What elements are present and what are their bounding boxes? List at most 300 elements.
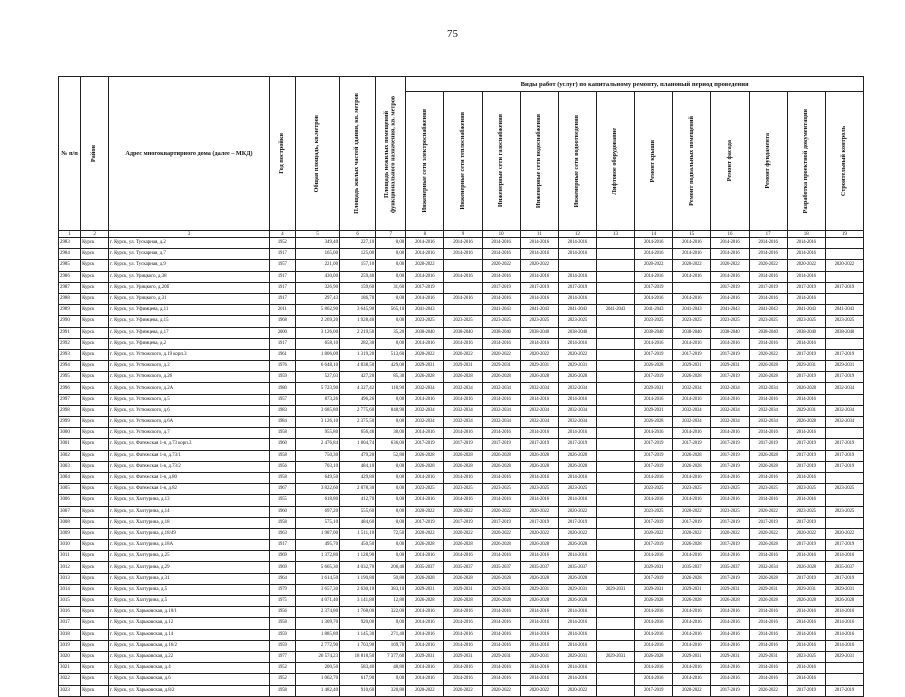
row-number: 3008	[59, 517, 81, 528]
row-work-period: 2014-2016	[673, 428, 711, 439]
row-work-period: 2017-2019	[787, 439, 825, 450]
row-year: 1963	[269, 528, 295, 539]
row-work-period: 2017-2019	[635, 439, 673, 450]
row-work-period: 2023-2025	[558, 316, 596, 327]
row-year: 1956	[269, 607, 295, 618]
row-work-period: 2020-2022	[444, 528, 482, 539]
row-work-period	[596, 629, 634, 640]
table-row	[59, 506, 864, 517]
row-district: Курск	[81, 349, 109, 360]
row-year: 1983	[269, 405, 295, 416]
row-year: 1958	[269, 517, 295, 528]
row-work-period	[596, 618, 634, 629]
row-work-period: 2020-2022	[520, 349, 558, 360]
row-year: 1959	[269, 629, 295, 640]
row-work-period: 2017-2019	[825, 685, 863, 696]
row-year: 1917	[269, 293, 295, 304]
row-work-period: 2014-2016	[520, 428, 558, 439]
row-total-area: 618,80	[295, 495, 339, 506]
row-work-period	[596, 517, 634, 528]
row-living-area: 617,90	[340, 674, 376, 685]
row-work-period: 2026-2028	[482, 596, 520, 607]
row-nonres-area: 0,00	[376, 551, 406, 562]
row-work-period: 2023-2025	[787, 651, 825, 662]
row-work-period: 2014-2016	[520, 271, 558, 282]
row-living-area: 1 768,00	[340, 607, 376, 618]
row-nonres-area: 38,00	[376, 428, 406, 439]
row-work-period: 2014-2016	[749, 338, 787, 349]
row-work-period: 2041-2043	[520, 305, 558, 316]
row-work-period: 2017-2019	[711, 517, 749, 528]
row-work-period: 2026-2028	[787, 596, 825, 607]
row-address: г. Курск, ул. Устюжского, д.19 корп.3	[109, 349, 270, 360]
row-district: Курск	[81, 450, 109, 461]
row-year: 1958	[269, 472, 295, 483]
row-work-period: 2017-2019	[825, 573, 863, 584]
row-work-period: 2029-2031	[596, 651, 634, 662]
row-living-area: 1 703,90	[340, 640, 376, 651]
row-number: 3023	[59, 685, 81, 696]
column-number: 18	[787, 231, 825, 238]
row-work-period: 2032-2034	[482, 417, 520, 428]
row-work-period: 2020-2022	[406, 685, 444, 696]
row-address: г. Курск, ул. Фатежская 1-я, д.73 корп.3	[109, 439, 270, 450]
row-work-period: 2014-2016	[444, 271, 482, 282]
row-district: Курск	[81, 338, 109, 349]
row-work-period: 2014-2016	[444, 551, 482, 562]
row-address: г. Курск, ул. Тускарная, д.7	[109, 249, 270, 260]
row-work-period: 2014-2016	[406, 674, 444, 685]
row-number: 3020	[59, 651, 81, 662]
row-work-period	[596, 417, 634, 428]
row-work-period	[825, 674, 863, 685]
row-work-period: 2023-2025	[787, 316, 825, 327]
row-living-area: 2 219,50	[340, 327, 376, 338]
row-work-period: 2014-2016	[635, 428, 673, 439]
row-address: г. Курск, ул. Халтурина, д.31	[109, 573, 270, 584]
row-district: Курск	[81, 461, 109, 472]
row-work-period: 2026-2028	[482, 573, 520, 584]
row-work-period: 2026-2028	[406, 461, 444, 472]
row-year: 1917	[269, 282, 295, 293]
row-work-period: 2026-2028	[520, 461, 558, 472]
row-work-period: 2026-2028	[673, 596, 711, 607]
row-district: Курск	[81, 651, 109, 662]
table-row	[59, 394, 864, 405]
row-number: 3005	[59, 484, 81, 495]
row-work-period	[596, 249, 634, 260]
row-living-area: 4 032,70	[340, 562, 376, 573]
row-address: г. Курск, ул. Уфимцева, д.11	[109, 305, 270, 316]
row-total-area: 658,10	[295, 338, 339, 349]
row-total-area: 4 071,40	[295, 596, 339, 607]
row-work-period: 2014-2016	[482, 674, 520, 685]
row-work-period: 2032-2034	[406, 383, 444, 394]
row-total-area: 297,43	[295, 293, 339, 304]
row-total-area: 3 657,30	[295, 584, 339, 595]
row-year: 2011	[269, 305, 295, 316]
row-work-period: 2029-2031	[635, 405, 673, 416]
row-living-area: 1 190,80	[340, 573, 376, 584]
row-work-period: 2023-2025	[711, 506, 749, 517]
row-year: 1917	[269, 249, 295, 260]
row-address: г. Курск, ул. Уфимцева, д.17	[109, 327, 270, 338]
row-work-period: 2029-2031	[825, 584, 863, 595]
row-work-period: 2014-2016	[635, 640, 673, 651]
row-nonres-area: 429,00	[376, 361, 406, 372]
column-number: 14	[635, 231, 673, 238]
row-work-period: 2014-2016	[482, 338, 520, 349]
row-nonres-area: 0,00	[376, 674, 406, 685]
row-work-period: 2023-2025	[635, 316, 673, 327]
column-number: 10	[482, 231, 520, 238]
table-row	[59, 685, 864, 696]
row-work-period: 2038-2040	[749, 327, 787, 338]
row-work-period: 2014-2016	[558, 249, 596, 260]
row-work-period	[444, 282, 482, 293]
row-work-period: 2017-2019	[787, 450, 825, 461]
row-living-area: 479,20	[340, 450, 376, 461]
row-work-period: 2023-2025	[520, 316, 558, 327]
row-nonres-area: 0,00	[376, 506, 406, 517]
row-address: г. Курск, ул. Устюжского, д.2	[109, 361, 270, 372]
row-living-area: 429,80	[340, 472, 376, 483]
row-work-period: 2017-2019	[749, 517, 787, 528]
row-living-area: 227,10	[340, 238, 376, 249]
row-nonres-area: 48,80	[376, 663, 406, 674]
row-work-period: 2023-2025	[825, 316, 863, 327]
row-work-period: 2026-2028	[406, 450, 444, 461]
row-total-area: 3 126,10	[295, 417, 339, 428]
row-address: г. Курск, ул. Харьковская, д.16/2	[109, 640, 270, 651]
row-living-area: 1 804,74	[340, 439, 376, 450]
row-work-period: 2014-2016	[558, 271, 596, 282]
row-work-period: 2014-2016	[635, 249, 673, 260]
row-work-period	[596, 271, 634, 282]
row-year: 1958	[269, 618, 295, 629]
row-work-period: 2017-2019	[787, 540, 825, 551]
row-work-period: 2014-2016	[673, 238, 711, 249]
row-work-period: 2032-2034	[444, 417, 482, 428]
table-row	[59, 282, 864, 293]
row-work-period: 2026-2028	[787, 562, 825, 573]
row-living-area: 186,70	[340, 293, 376, 304]
row-work-period: 2017-2019	[749, 439, 787, 450]
row-work-period: 2029-2031	[825, 361, 863, 372]
row-address: г. Курск, ул. Харьковская, д.14	[109, 629, 270, 640]
row-district: Курск	[81, 428, 109, 439]
row-address: г. Курск, ул. Тускарная, д.9	[109, 260, 270, 271]
row-work-period: 2014-2016	[711, 394, 749, 405]
row-work-period: 2029-2031	[825, 651, 863, 662]
row-work-period: 2026-2028	[444, 573, 482, 584]
row-work-period	[673, 282, 711, 293]
row-work-period: 2026-2028	[520, 540, 558, 551]
table-row	[59, 428, 864, 439]
row-work-period: 2032-2034	[406, 405, 444, 416]
row-work-period: 2014-2016	[482, 629, 520, 640]
row-address: г. Курск, ул. Фатежская 1-я, д.73/1	[109, 450, 270, 461]
row-work-period: 2038-2040	[406, 327, 444, 338]
row-work-period: 2014-2016	[787, 428, 825, 439]
row-work-period: 2017-2019	[558, 282, 596, 293]
row-total-area: 649,50	[295, 472, 339, 483]
table-row	[59, 528, 864, 539]
row-work-period: 2020-2022	[558, 685, 596, 696]
row-work-period: 2020-2022	[825, 260, 863, 271]
row-work-period: 2032-2034	[673, 383, 711, 394]
row-work-period: 2014-2016	[787, 293, 825, 304]
row-work-period: 2020-2022	[787, 528, 825, 539]
row-work-period: 2014-2016	[406, 607, 444, 618]
row-work-period: 2014-2016	[635, 674, 673, 685]
row-work-period: 2014-2016	[673, 607, 711, 618]
row-year: 1968	[269, 316, 295, 327]
row-work-period: 2014-2016	[673, 472, 711, 483]
row-work-period: 2014-2016	[482, 238, 520, 249]
row-work-period: 2026-2028	[558, 372, 596, 383]
row-work-period: 2020-2022	[444, 349, 482, 360]
row-work-period: 2014-2016	[444, 663, 482, 674]
row-work-period: 2020-2022	[749, 349, 787, 360]
column-number: 13	[596, 231, 634, 238]
column-number: 2	[81, 231, 109, 238]
row-district: Курск	[81, 573, 109, 584]
row-work-period: 2014-2016	[520, 394, 558, 405]
row-work-period	[596, 450, 634, 461]
row-work-period: 2014-2016	[520, 618, 558, 629]
row-work-period: 2029-2031	[444, 651, 482, 662]
row-work-period: 2035-2037	[482, 562, 520, 573]
row-total-area: 2 772,90	[295, 640, 339, 651]
row-work-period: 2014-2016	[558, 663, 596, 674]
row-work-period	[825, 394, 863, 405]
row-work-period	[596, 528, 634, 539]
row-number: 3022	[59, 674, 81, 685]
row-work-period: 2029-2031	[558, 361, 596, 372]
header-work-8: Ремонт подвальных помещений	[673, 92, 711, 231]
row-work-period: 2014-2016	[787, 238, 825, 249]
row-work-period: 2014-2016	[520, 663, 558, 674]
row-work-period: 2020-2022	[482, 685, 520, 696]
column-number: 7	[376, 231, 406, 238]
table-row	[59, 238, 864, 249]
row-work-period: 2029-2031	[558, 584, 596, 595]
row-work-period: 2029-2031	[520, 651, 558, 662]
row-work-period: 2014-2016	[406, 663, 444, 674]
table-row	[59, 305, 864, 316]
table-row	[59, 551, 864, 562]
row-work-period: 2014-2016	[825, 618, 863, 629]
row-work-period: 2038-2040	[711, 327, 749, 338]
row-work-period: 2014-2016	[406, 271, 444, 282]
row-work-period: 2035-2037	[520, 562, 558, 573]
row-work-period: 2020-2022	[558, 349, 596, 360]
row-work-period	[444, 260, 482, 271]
row-work-period	[596, 472, 634, 483]
row-address: г. Курск, ул. Устюжского, д.6А	[109, 417, 270, 428]
row-work-period: 2017-2019	[406, 439, 444, 450]
row-work-period: 2014-2016	[787, 394, 825, 405]
row-district: Курск	[81, 293, 109, 304]
row-work-period: 2014-2016	[749, 271, 787, 282]
row-work-period: 2029-2031	[482, 651, 520, 662]
row-nonres-area: 118,90	[376, 383, 406, 394]
row-number: 3016	[59, 607, 81, 618]
row-work-period: 2014-2016	[673, 338, 711, 349]
row-work-period: 2029-2031	[673, 361, 711, 372]
row-district: Курск	[81, 562, 109, 573]
row-work-period: 2014-2016	[673, 640, 711, 651]
header-work-6: Лифтовое оборудование	[596, 92, 634, 231]
row-work-period: 2026-2028	[749, 450, 787, 461]
row-work-period: 2014-2016	[711, 338, 749, 349]
row-total-area: 349,40	[295, 238, 339, 249]
row-work-period: 2014-2016	[482, 472, 520, 483]
row-work-period: 2020-2022	[635, 528, 673, 539]
table-row	[59, 271, 864, 282]
row-work-period: 2032-2034	[558, 405, 596, 416]
row-work-period	[596, 361, 634, 372]
row-district: Курск	[81, 383, 109, 394]
row-nonres-area: 322,00	[376, 607, 406, 618]
table-row	[59, 293, 864, 304]
row-work-period: 2023-2025	[558, 484, 596, 495]
row-work-period: 2032-2034	[711, 383, 749, 394]
column-number: 6	[340, 231, 376, 238]
row-year: 1979	[269, 584, 295, 595]
row-district: Курск	[81, 674, 109, 685]
row-work-period	[596, 495, 634, 506]
row-work-period: 2014-2016	[520, 674, 558, 685]
row-work-period: 2014-2016	[711, 629, 749, 640]
row-work-period: 2014-2016	[406, 551, 444, 562]
row-work-period: 2041-2043	[749, 305, 787, 316]
row-work-period: 2014-2016	[558, 640, 596, 651]
row-total-area: 6 648,10	[295, 361, 339, 372]
row-district: Курск	[81, 495, 109, 506]
row-work-period: 2017-2019	[825, 450, 863, 461]
row-work-period: 2014-2016	[673, 663, 711, 674]
row-total-area: 697,20	[295, 506, 339, 517]
row-living-area: 1 511,10	[340, 528, 376, 539]
row-work-period: 2014-2016	[520, 472, 558, 483]
row-work-period: 2026-2028	[406, 596, 444, 607]
row-work-period: 2032-2034	[749, 383, 787, 394]
table-row	[59, 607, 864, 618]
row-work-period: 2014-2016	[520, 338, 558, 349]
row-work-period: 2029-2031	[444, 361, 482, 372]
row-work-period	[596, 562, 634, 573]
row-address: г. Курск, ул. Харьковская, д.4	[109, 663, 270, 674]
row-year: 1959	[269, 640, 295, 651]
row-number: 3006	[59, 495, 81, 506]
row-address: г. Курск, ул. Халтурина, д.29	[109, 562, 270, 573]
row-work-period: 2014-2016	[482, 293, 520, 304]
row-nonres-area: 0,00	[376, 417, 406, 428]
column-number: 17	[749, 231, 787, 238]
row-work-period: 2014-2016	[787, 674, 825, 685]
row-work-period: 2026-2028	[482, 461, 520, 472]
row-work-period	[558, 260, 596, 271]
row-work-period: 2029-2031	[711, 584, 749, 595]
row-work-period	[596, 573, 634, 584]
row-work-period: 2014-2016	[444, 607, 482, 618]
row-work-period: 2014-2016	[635, 472, 673, 483]
row-work-period: 2020-2022	[482, 349, 520, 360]
row-nonres-area: 0,00	[376, 293, 406, 304]
row-living-area: 3 645,90	[340, 305, 376, 316]
row-number: 3021	[59, 663, 81, 674]
row-address: г. Курск, ул. Халтурина, д.18А	[109, 540, 270, 551]
row-total-area: 1 062,70	[295, 674, 339, 685]
row-work-period: 2029-2031	[596, 584, 634, 595]
column-number: 15	[673, 231, 711, 238]
row-number: 2999	[59, 417, 81, 428]
row-number: 2984	[59, 249, 81, 260]
row-work-period: 2014-2016	[635, 495, 673, 506]
row-work-period: 2014-2016	[482, 607, 520, 618]
row-year: 1955	[269, 495, 295, 506]
row-total-area: 527,03	[295, 372, 339, 383]
row-nonres-area: 0,00	[376, 495, 406, 506]
row-living-area: 427,20	[340, 372, 376, 383]
row-work-period: 2041-2043	[787, 305, 825, 316]
row-work-period: 2029-2031	[787, 361, 825, 372]
row-nonres-area: 85,30	[376, 372, 406, 383]
row-work-period: 2017-2019	[711, 573, 749, 584]
row-work-period	[596, 484, 634, 495]
row-number: 3012	[59, 562, 81, 573]
row-total-area: 1 806,00	[295, 349, 339, 360]
row-work-period: 2014-2016	[749, 293, 787, 304]
row-total-area: 326,90	[295, 282, 339, 293]
row-work-period	[596, 383, 634, 394]
row-work-period: 2014-2016	[558, 238, 596, 249]
row-work-period: 2026-2028	[558, 540, 596, 551]
row-work-period: 2014-2016	[787, 618, 825, 629]
row-address: г. Курск, ул. Харьковская, д.22	[109, 651, 270, 662]
row-work-period: 2020-2022	[711, 260, 749, 271]
row-work-period: 2032-2034	[520, 383, 558, 394]
row-work-period: 2020-2022	[444, 506, 482, 517]
row-work-period: 2017-2019	[482, 282, 520, 293]
row-nonres-area: 7 377,60	[376, 651, 406, 662]
row-work-period: 2029-2031	[482, 361, 520, 372]
row-work-period: 2014-2016	[711, 428, 749, 439]
row-work-period: 2029-2031	[406, 651, 444, 662]
row-work-period	[596, 293, 634, 304]
row-work-period: 2017-2019	[635, 450, 673, 461]
row-work-period: 2041-2043	[406, 305, 444, 316]
row-work-period	[596, 640, 634, 651]
row-year: 1957	[269, 260, 295, 271]
row-work-period: 2014-2016	[406, 293, 444, 304]
row-year: 1952	[269, 238, 295, 249]
row-work-period: 2017-2019	[711, 685, 749, 696]
row-number: 2987	[59, 282, 81, 293]
row-work-period: 2014-2016	[444, 472, 482, 483]
row-work-period: 2026-2028	[444, 372, 482, 383]
row-work-period: 2014-2016	[673, 618, 711, 629]
row-district: Курск	[81, 271, 109, 282]
row-work-period: 2017-2019	[520, 439, 558, 450]
row-living-area: 484,10	[340, 461, 376, 472]
row-address: г. Курск, ул. Тускарная, д.2	[109, 238, 270, 249]
row-work-period: 2014-2016	[787, 640, 825, 651]
row-nonres-area: 0,00	[376, 461, 406, 472]
row-work-period: 2029-2031	[406, 584, 444, 595]
